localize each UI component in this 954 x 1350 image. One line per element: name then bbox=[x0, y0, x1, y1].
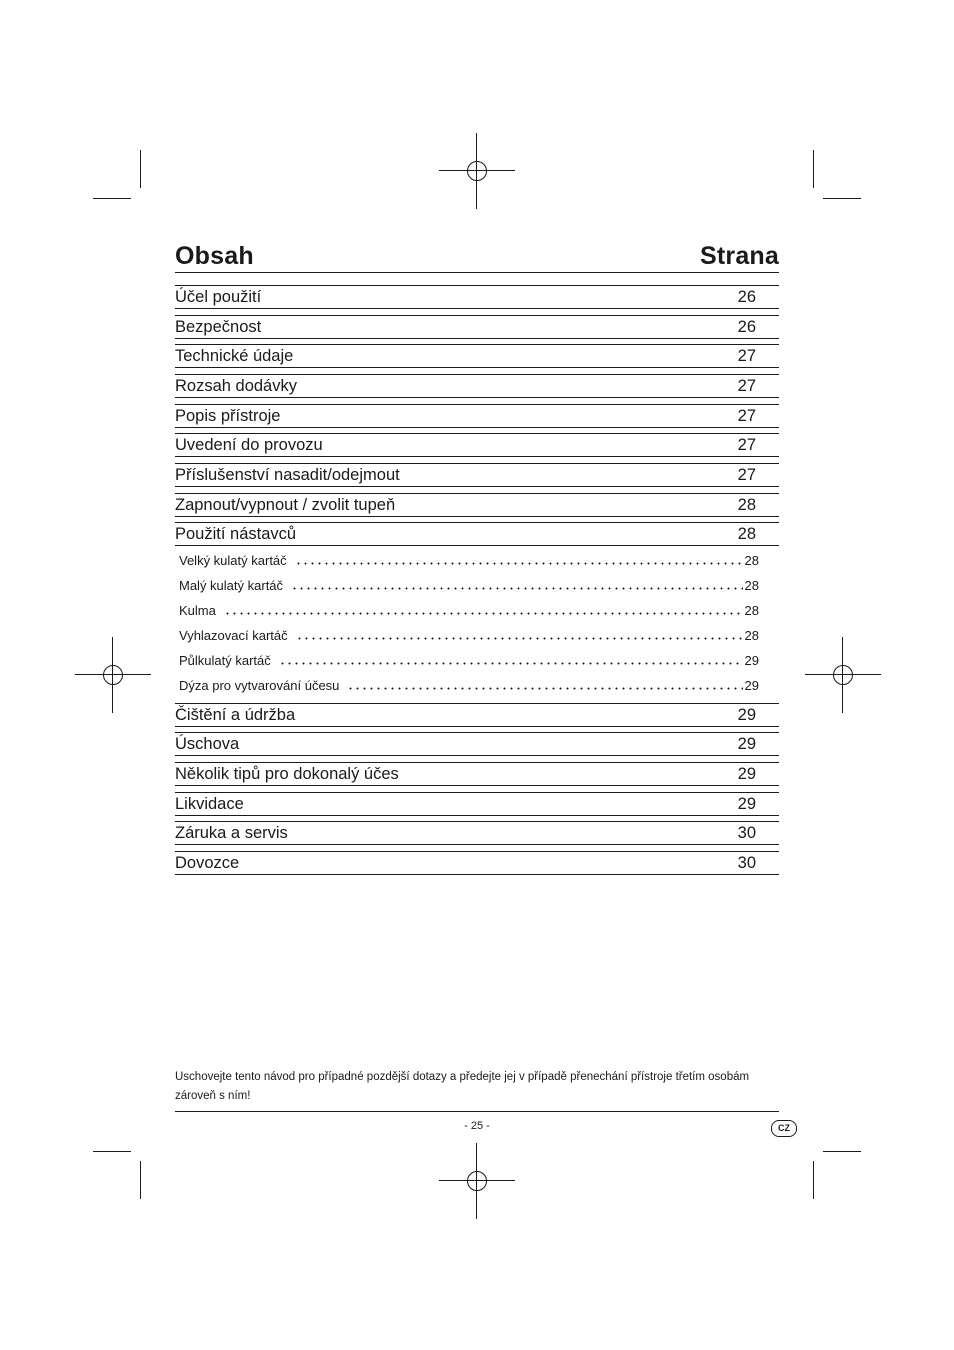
toc-entry[interactable] bbox=[175, 703, 779, 727]
toc-entry-label: Použití nástavců bbox=[175, 524, 297, 543]
language-badge: CZ bbox=[771, 1120, 797, 1137]
toc-entry-label: Technické údaje bbox=[175, 346, 294, 365]
toc-sub-entry-label: Dýza pro vytvarování účesu bbox=[179, 677, 340, 693]
toc-entry-label: Záruka a servis bbox=[175, 823, 288, 842]
toc-page-column-label: Strana bbox=[699, 242, 779, 270]
toc-entry[interactable] bbox=[175, 732, 779, 756]
dot-leader bbox=[224, 612, 743, 615]
dot-leader bbox=[295, 562, 743, 565]
dot-leader bbox=[347, 687, 742, 690]
toc-entry[interactable] bbox=[175, 762, 779, 786]
crop-mark bbox=[93, 198, 131, 199]
toc-entry[interactable] bbox=[175, 522, 779, 546]
toc-entry[interactable] bbox=[175, 792, 779, 816]
toc-entry[interactable] bbox=[175, 344, 779, 368]
toc-sub-entry-page: 28 bbox=[744, 627, 759, 643]
toc-sub-entry-label: Velký kulatý kartáč bbox=[179, 552, 287, 568]
toc-entry-page: 27 bbox=[737, 465, 756, 484]
crop-mark bbox=[823, 198, 861, 199]
toc-entry-label: Popis přístroje bbox=[175, 406, 281, 425]
crop-mark bbox=[140, 150, 141, 188]
toc-entry-page: 29 bbox=[737, 705, 756, 724]
footer-divider bbox=[175, 1111, 779, 1112]
toc-sub-entry[interactable] bbox=[179, 550, 759, 570]
toc-entry[interactable] bbox=[175, 821, 779, 845]
crop-mark bbox=[140, 1161, 141, 1199]
toc-entry-page: 26 bbox=[737, 317, 756, 336]
toc-entry-label: Příslušenství nasadit/odejmout bbox=[175, 465, 400, 484]
registration-mark-icon bbox=[439, 1143, 515, 1219]
registration-mark-icon bbox=[75, 637, 151, 713]
toc-entry[interactable] bbox=[175, 404, 779, 428]
toc-sub-entry[interactable] bbox=[179, 650, 759, 670]
toc-sub-entry-page: 28 bbox=[744, 602, 759, 618]
toc-sub-entry-label: Malý kulatý kartáč bbox=[179, 577, 284, 593]
toc-entry-label: Čištění a údržba bbox=[175, 705, 296, 724]
crop-mark bbox=[813, 1161, 814, 1199]
registration-mark-icon bbox=[439, 133, 515, 209]
toc-title: Obsah bbox=[175, 242, 254, 270]
toc-entry-label: Uvedení do provozu bbox=[175, 435, 323, 454]
toc-header bbox=[175, 240, 779, 273]
toc-entry-label: Úschova bbox=[175, 734, 240, 753]
toc-entry[interactable] bbox=[175, 463, 779, 487]
toc-sub-entry-label: Půlkulatý kartáč bbox=[179, 652, 271, 668]
crop-mark bbox=[813, 150, 814, 188]
toc-entry[interactable] bbox=[175, 285, 779, 309]
toc-entry-label: Zapnout/vypnout / zvolit tupeň bbox=[175, 495, 396, 514]
toc-entry[interactable] bbox=[175, 315, 779, 339]
toc-entry-page: 28 bbox=[737, 495, 756, 514]
toc-sub-entry-page: 28 bbox=[744, 577, 759, 593]
toc-entry-page: 29 bbox=[737, 734, 756, 753]
toc-sub-entry[interactable] bbox=[179, 575, 759, 595]
toc-sub-entry-page: 28 bbox=[744, 552, 759, 568]
crop-mark bbox=[93, 1151, 131, 1152]
toc-entry[interactable] bbox=[175, 374, 779, 398]
dot-leader bbox=[291, 587, 742, 590]
toc-entry-label: Několik tipů pro dokonalý účes bbox=[175, 764, 399, 783]
toc-entry-label: Dovozce bbox=[175, 853, 240, 872]
toc-entry-page: 27 bbox=[737, 376, 756, 395]
toc-entry[interactable] bbox=[175, 851, 779, 875]
toc-entry-page: 27 bbox=[737, 406, 756, 425]
toc-entry[interactable] bbox=[175, 433, 779, 457]
toc-entry-page: 28 bbox=[737, 524, 756, 543]
toc-entry-label: Rozsah dodávky bbox=[175, 376, 297, 395]
toc-entry-page: 30 bbox=[737, 853, 756, 872]
dot-leader bbox=[279, 662, 743, 665]
footnote: Uschovejte tento návod pro případné pozdější dotazy a předejte jej v případě přenechání přístroje třetím osobám zároveň s ním! bbox=[175, 1071, 750, 1102]
crop-mark bbox=[823, 1151, 861, 1152]
toc-sub-entry-page: 29 bbox=[744, 677, 759, 693]
page-number: - 25 - bbox=[464, 1120, 490, 1132]
toc-sub-entry-page: 29 bbox=[744, 652, 759, 668]
toc-entry-page: 30 bbox=[737, 823, 756, 842]
toc-entry-label: Účel použití bbox=[175, 287, 262, 306]
toc-sub-entry-label: Vyhlazovací kartáč bbox=[179, 627, 288, 643]
toc-sub-entry[interactable] bbox=[179, 675, 759, 695]
toc-entry[interactable] bbox=[175, 493, 779, 517]
toc-sub-entry[interactable] bbox=[179, 600, 759, 620]
toc-entry-label: Likvidace bbox=[175, 794, 244, 813]
toc-entry-page: 27 bbox=[737, 435, 756, 454]
toc-entry-page: 27 bbox=[737, 346, 756, 365]
dot-leader bbox=[296, 637, 743, 640]
toc-entry-label: Bezpečnost bbox=[175, 317, 262, 336]
toc-sub-entry[interactable] bbox=[179, 625, 759, 645]
toc-sub-entry-label: Kulma bbox=[179, 602, 216, 618]
toc-entry-page: 26 bbox=[737, 287, 756, 306]
toc-entry-page: 29 bbox=[737, 764, 756, 783]
toc-entry-page: 29 bbox=[737, 794, 756, 813]
registration-mark-icon bbox=[805, 637, 881, 713]
